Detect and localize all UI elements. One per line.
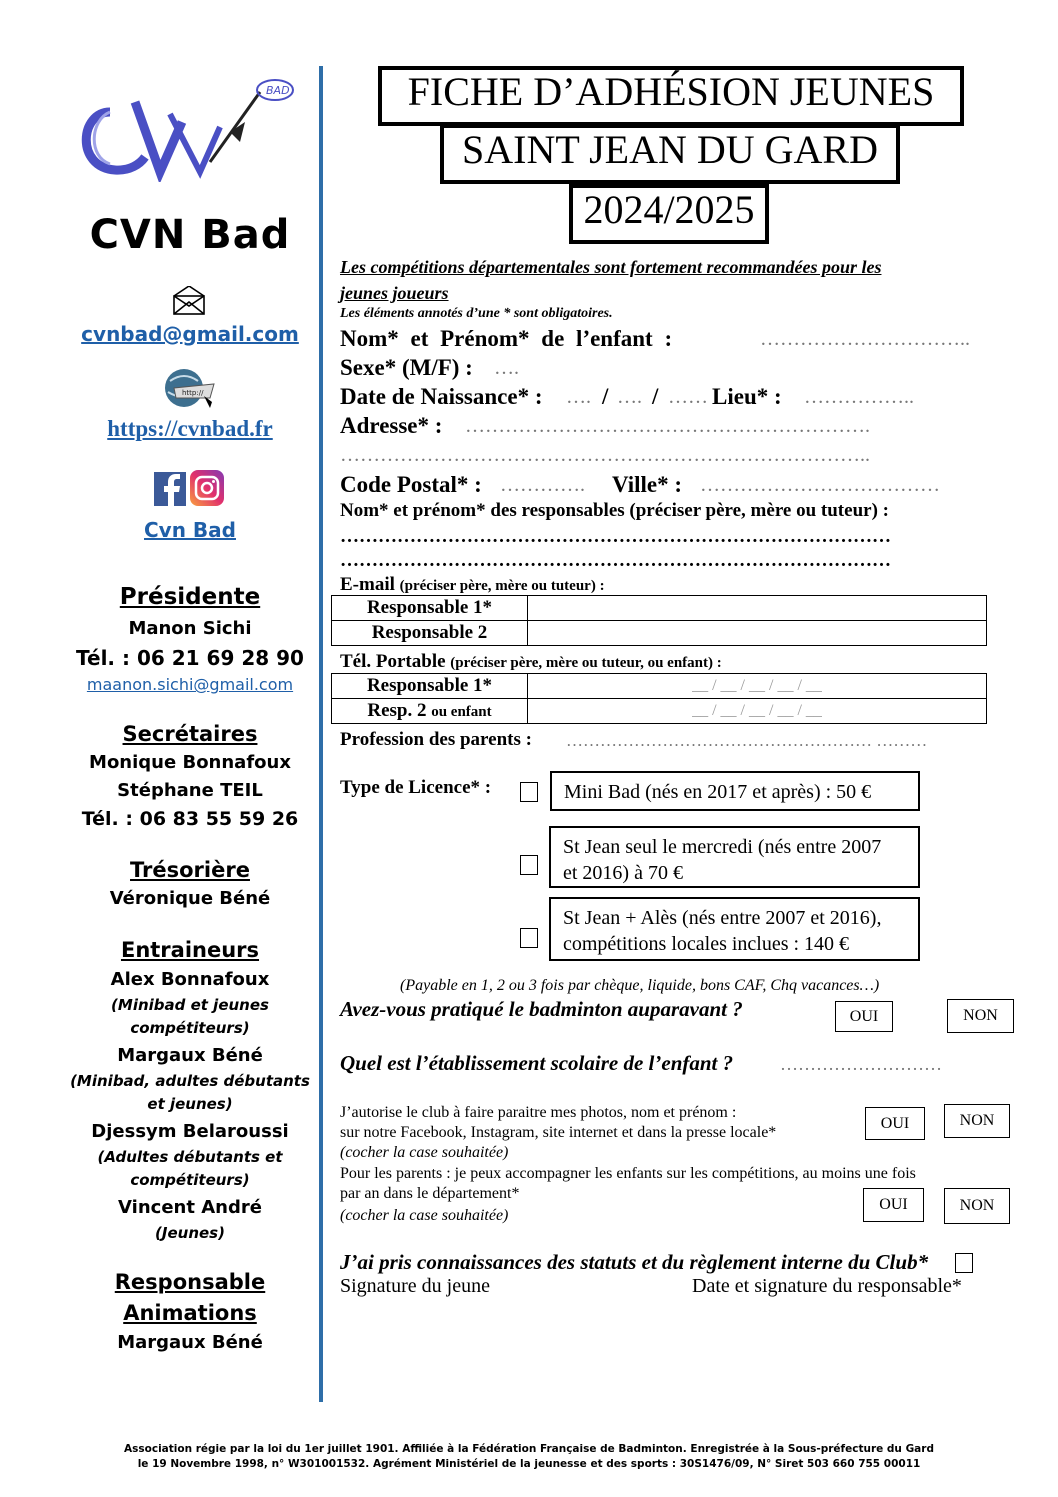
postcode-label: Code Postal* : [340, 472, 482, 497]
treasurer-title: Trésorière [130, 858, 250, 882]
licence-label: Type de Licence* : [340, 777, 492, 798]
city-field[interactable]: ……………………………… [700, 474, 940, 496]
phone-hint: (préciser père, mère ou tuteur, ou enfant) : [450, 655, 722, 671]
sex-field[interactable]: …. [494, 357, 519, 379]
phone-label [340, 651, 722, 673]
title-line-3: 2024/2025 [569, 184, 769, 244]
sidebar-divider [319, 66, 323, 1402]
president-title: Présidente [119, 584, 261, 610]
city-label: Ville* : [612, 472, 683, 497]
statutes-acknowledgement: J’ai pris connaissances des statuts et du règlement interne du Club* [340, 1250, 929, 1274]
coach-1-name: Alex Bonnafoux [110, 969, 270, 990]
address-label: Adresse* : [340, 413, 443, 438]
social-link[interactable]: Cvn Bad [144, 518, 236, 542]
animations-title-cont: Animations [123, 1301, 257, 1325]
statutes-checkbox[interactable] [955, 1253, 973, 1273]
licence-option-1: Mini Bad (nés en 2017 et après) : 50 € [550, 771, 920, 811]
secretaries-title: Secrétaires [122, 722, 258, 746]
president-phone: Tél. : 06 21 69 28 90 [76, 646, 304, 670]
table-row [332, 699, 987, 724]
envelope-icon [172, 286, 206, 321]
email-input-1[interactable] [528, 596, 987, 621]
licence-3-checkbox[interactable] [520, 928, 538, 948]
svg-text:http://: http:// [182, 389, 204, 397]
photo-consent-text: J’autorise le club à faire paraitre mes photos, nom et prénom : [340, 1104, 737, 1121]
email-table [331, 595, 987, 646]
club-name: CVN Bad [89, 212, 291, 258]
coach-2-role-cont: et jeunes) [147, 1095, 233, 1113]
email-link[interactable]: cvnbad@gmail.com [81, 322, 299, 346]
coach-2-name: Margaux Béné [117, 1045, 263, 1066]
phone-label-text: Tél. Portable [340, 651, 446, 672]
sex-label: Sexe* (M/F) : [340, 355, 473, 380]
dob-slash-1: / [602, 384, 609, 409]
guardians-field-2[interactable]: …………………………………………………………………………… [340, 550, 891, 571]
parents-accompany-text-cont: par an dans le département* [340, 1185, 520, 1202]
recommendation-text-cont: jeunes joueurs [340, 283, 449, 303]
email-label-text: E-mail [340, 574, 395, 595]
licence-2-checkbox[interactable] [520, 855, 538, 875]
secretary-phone: Tél. : 06 83 55 59 26 [81, 808, 299, 830]
licence-1-checkbox[interactable] [520, 782, 538, 802]
coach-4-name: Vincent André [118, 1197, 262, 1218]
address-field-2[interactable]: …………………………………………………………………….. [340, 444, 870, 466]
coach-4-role: (Jeunes) [155, 1224, 225, 1242]
photo-consent-yes-button[interactable]: OUI [865, 1107, 925, 1140]
dob-slash-2: / [652, 384, 659, 409]
phone-input-2[interactable]: __ / __ / __ / __ / __ [528, 699, 987, 724]
postcode-field[interactable]: …………. [500, 474, 585, 496]
child-name-label: Nom* et Prénom* de l’enfant : [340, 326, 673, 351]
treasurer-name: Véronique Béné [109, 888, 271, 909]
animations-title: Responsable [114, 1270, 266, 1294]
cvn-logo-icon [70, 72, 310, 182]
licence-2-line-1: St Jean seul le mercredi (nés entre 2007 [563, 836, 882, 858]
coach-1-role-cont: compétiteurs) [130, 1019, 250, 1037]
birthplace-field[interactable]: …………….. [804, 386, 914, 408]
photo-consent-hint: (cocher la case souhaitée) [340, 1144, 509, 1161]
email-input-2[interactable] [528, 621, 987, 646]
licence-option-2 [549, 826, 920, 888]
instagram-icon [190, 470, 224, 506]
dob-month-field[interactable]: …. [617, 386, 642, 408]
played-before-yes-button[interactable]: OUI [835, 1001, 893, 1032]
coach-3-role: (Adultes débutants et [97, 1148, 283, 1166]
email-hint: (préciser père, mère ou tuteur) : [399, 578, 605, 594]
email-row-label: Responsable 1* [332, 596, 528, 621]
mandatory-note: Les éléments annotés d’une * sont obligatoires. [340, 306, 613, 321]
coaches-title: Entraineurs [120, 938, 260, 962]
address-field-1[interactable]: ……………………………………………………. [465, 415, 870, 437]
title-line-1: FICHE D’ADHÉSION JEUNES [378, 66, 964, 126]
signature-youth-label: Signature du jeune [340, 1275, 490, 1297]
played-before-no-button[interactable]: NON [947, 999, 1014, 1033]
birthplace-label: Lieu* : [712, 384, 782, 409]
table-row [332, 596, 987, 621]
secretary-1: Monique Bonnafoux [89, 752, 291, 773]
licence-3-line-2: compétitions locales inclues : 140 € [563, 933, 850, 955]
table-row [332, 621, 987, 646]
phone-row-2-main: Resp. 2 [367, 700, 427, 721]
photo-consent-no-button[interactable]: NON [944, 1104, 1010, 1138]
president-email-link[interactable]: maanon.sichi@gmail.com [86, 675, 294, 694]
phone-table [331, 673, 987, 724]
photo-consent-text-cont: sur notre Facebook, Instagram, site internet et dans la presse locale* [340, 1124, 777, 1141]
profession-field[interactable]: ……………………………………………… ……… [566, 731, 928, 750]
played-before-question: Avez-vous pratiqué le badminton auparavant ? [340, 997, 743, 1021]
coach-2-role: (Minibad, adultes débutants [70, 1072, 310, 1090]
dob-year-field[interactable]: …… [668, 386, 708, 408]
parents-accompany-no-button[interactable]: NON [944, 1188, 1010, 1224]
website-link[interactable]: https://cvnbad.fr [107, 416, 273, 441]
coach-1-role: (Minibad et jeunes [111, 996, 269, 1014]
recommendation-text: Les compétitions départementales sont fortement recommandées pour les [340, 257, 882, 277]
web-globe-icon [160, 366, 216, 415]
footer-line-2: le 19 Novembre 1998, n° W301001532. Agrément Ministériel de la jeunesse et des sports : 30S1476/09, N° Siret 503 660 755 00011 [137, 1458, 921, 1470]
title-line-2: SAINT JEAN DU GARD [440, 124, 900, 184]
licence-2-line-2: et 2016) à 70 € [563, 862, 683, 884]
coach-3-name: Djessym Belaroussi [91, 1121, 289, 1142]
phone-row-label [332, 699, 528, 724]
email-row-label: Responsable 2 [332, 621, 528, 646]
profession-label: Profession des parents : [340, 729, 532, 750]
guardians-label: Nom* et prénom* des responsables (préciser père, mère ou tuteur) : [340, 500, 889, 521]
svg-text:BAD: BAD [266, 84, 290, 97]
dob-label: Date de Naissance* : [340, 384, 543, 409]
phone-row-label: Responsable 1* [332, 674, 528, 699]
table-row [332, 674, 987, 699]
school-field[interactable]: ……………………… [780, 1054, 942, 1074]
coach-3-role-cont: compétiteurs) [130, 1171, 250, 1189]
signature-guardian-label: Date et signature du responsable* [692, 1275, 962, 1297]
school-question: Quel est l’établissement scolaire de l’enfant ? [340, 1051, 734, 1075]
secretary-2: Stéphane TEIL [117, 780, 263, 801]
guardians-field-1[interactable]: …………………………………………………………………………… [340, 526, 891, 547]
footer-legal [0, 1442, 1058, 1472]
parents-accompany-yes-button[interactable]: OUI [863, 1188, 924, 1222]
dob-day-field[interactable]: …. [566, 386, 591, 408]
president-name: Manon Sichi [128, 618, 252, 639]
payment-note: (Payable en 1, 2 ou 3 fois par chèque, liquide, bons CAF, Chq vacances…) [400, 977, 880, 994]
phone-input-1[interactable]: __ / __ / __ / __ / __ [528, 674, 987, 699]
email-label [340, 574, 605, 596]
parents-accompany-hint: (cocher la case souhaitée) [340, 1207, 509, 1224]
parents-accompany-text: Pour les parents : je peux accompagner les enfants sur les compétitions, au moins une fois [340, 1165, 916, 1182]
animations-name: Margaux Béné [117, 1332, 263, 1353]
licence-3-line-1: St Jean + Alès (nés entre 2007 et 2016), [563, 907, 882, 929]
footer-line-1: Association régie par la loi du 1er juillet 1901. Affiliée à la Fédération Française de Badminton. Enregistrée à la Sous-préfecture du Gard [124, 1443, 934, 1455]
child-name-field[interactable]: ………………………….. [760, 328, 970, 350]
licence-option-3 [549, 897, 920, 961]
facebook-icon [154, 472, 186, 506]
phone-row-2-sub: ou enfant [431, 704, 492, 720]
